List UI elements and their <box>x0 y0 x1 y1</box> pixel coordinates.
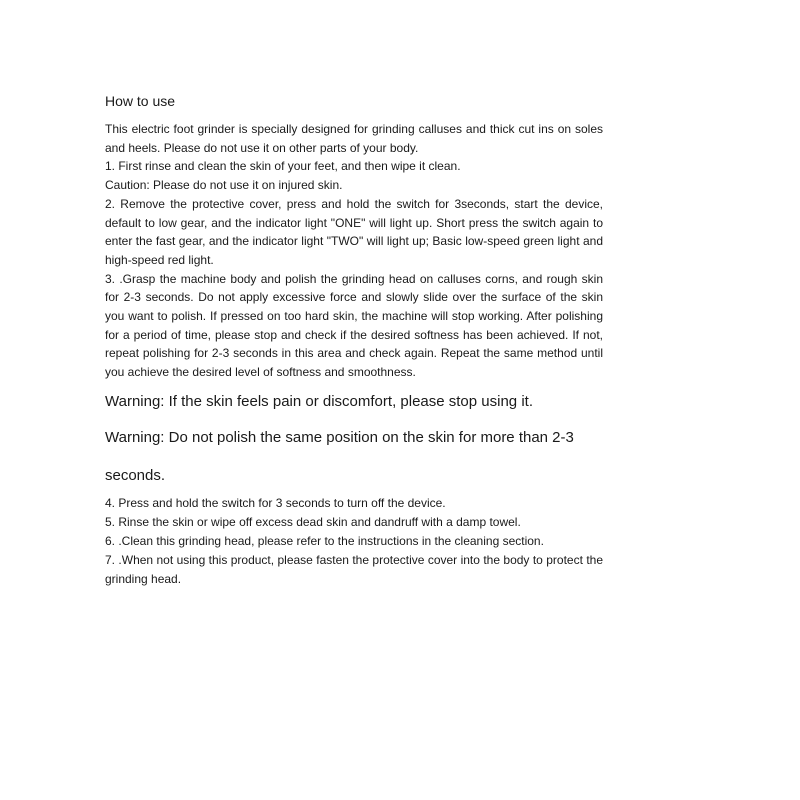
closing-steps-block <box>105 494 603 589</box>
step-6: 6. .Clean this grinding head, please refer to the instructions in the cleaning section. <box>105 533 544 548</box>
intro-paragraph: This electric foot grinder is specially designed for grinding calluses and thick cut ins on soles and heels. Please do not use it on other parts of your body. <box>105 122 603 155</box>
step-5: 5. Rinse the skin or wipe off excess dead skin and dandruff with a damp towel. <box>105 514 521 529</box>
warning-position: Warning: Do not polish the same position on the skin for more than 2-3 <box>105 428 574 446</box>
instructions-document <box>105 92 603 589</box>
step-1: 1. First rinse and clean the skin of your feet, and then wipe it clean. <box>105 159 461 174</box>
step-3: 3. .Grasp the machine body and polish the grinding head on calluses corns, and rough skin for 2-3 seconds. Do not apply excessive force and slowly slide over the surface of the skin you want to polish. If pressed on too hard skin, the machine will stop working. After polishing for a period of time, please stop and check if the desired softness has been achieved. If not, repeat polishing for 2-3 seconds in this area and check again. Repeat the same method until you achieve the desired level of softness and smoothness. <box>105 271 603 380</box>
step-2: 2. Remove the protective cover, press and hold the switch for 3seconds, start the device, default to low gear, and the indicator light "ONE" will light up. Short press the switch again to enter the fast gear, and the indicator light "TWO" will light up; Basic low-speed green light and high-speed red light. <box>105 196 603 267</box>
caution-text: Caution: Please do not use it on injured skin. <box>105 178 343 193</box>
step-4: 4. Press and hold the switch for 3 seconds to turn off the device. <box>105 495 446 510</box>
warning-position-continued: seconds. <box>105 466 166 484</box>
warning-pain: Warning: If the skin feels pain or discomfort, please stop using it. <box>105 392 533 410</box>
step-7: 7. .When not using this product, please fasten the protective cover into the body to protect the grinding head. <box>105 552 603 586</box>
instructions-block <box>105 120 603 382</box>
section-heading: How to use <box>105 93 176 109</box>
